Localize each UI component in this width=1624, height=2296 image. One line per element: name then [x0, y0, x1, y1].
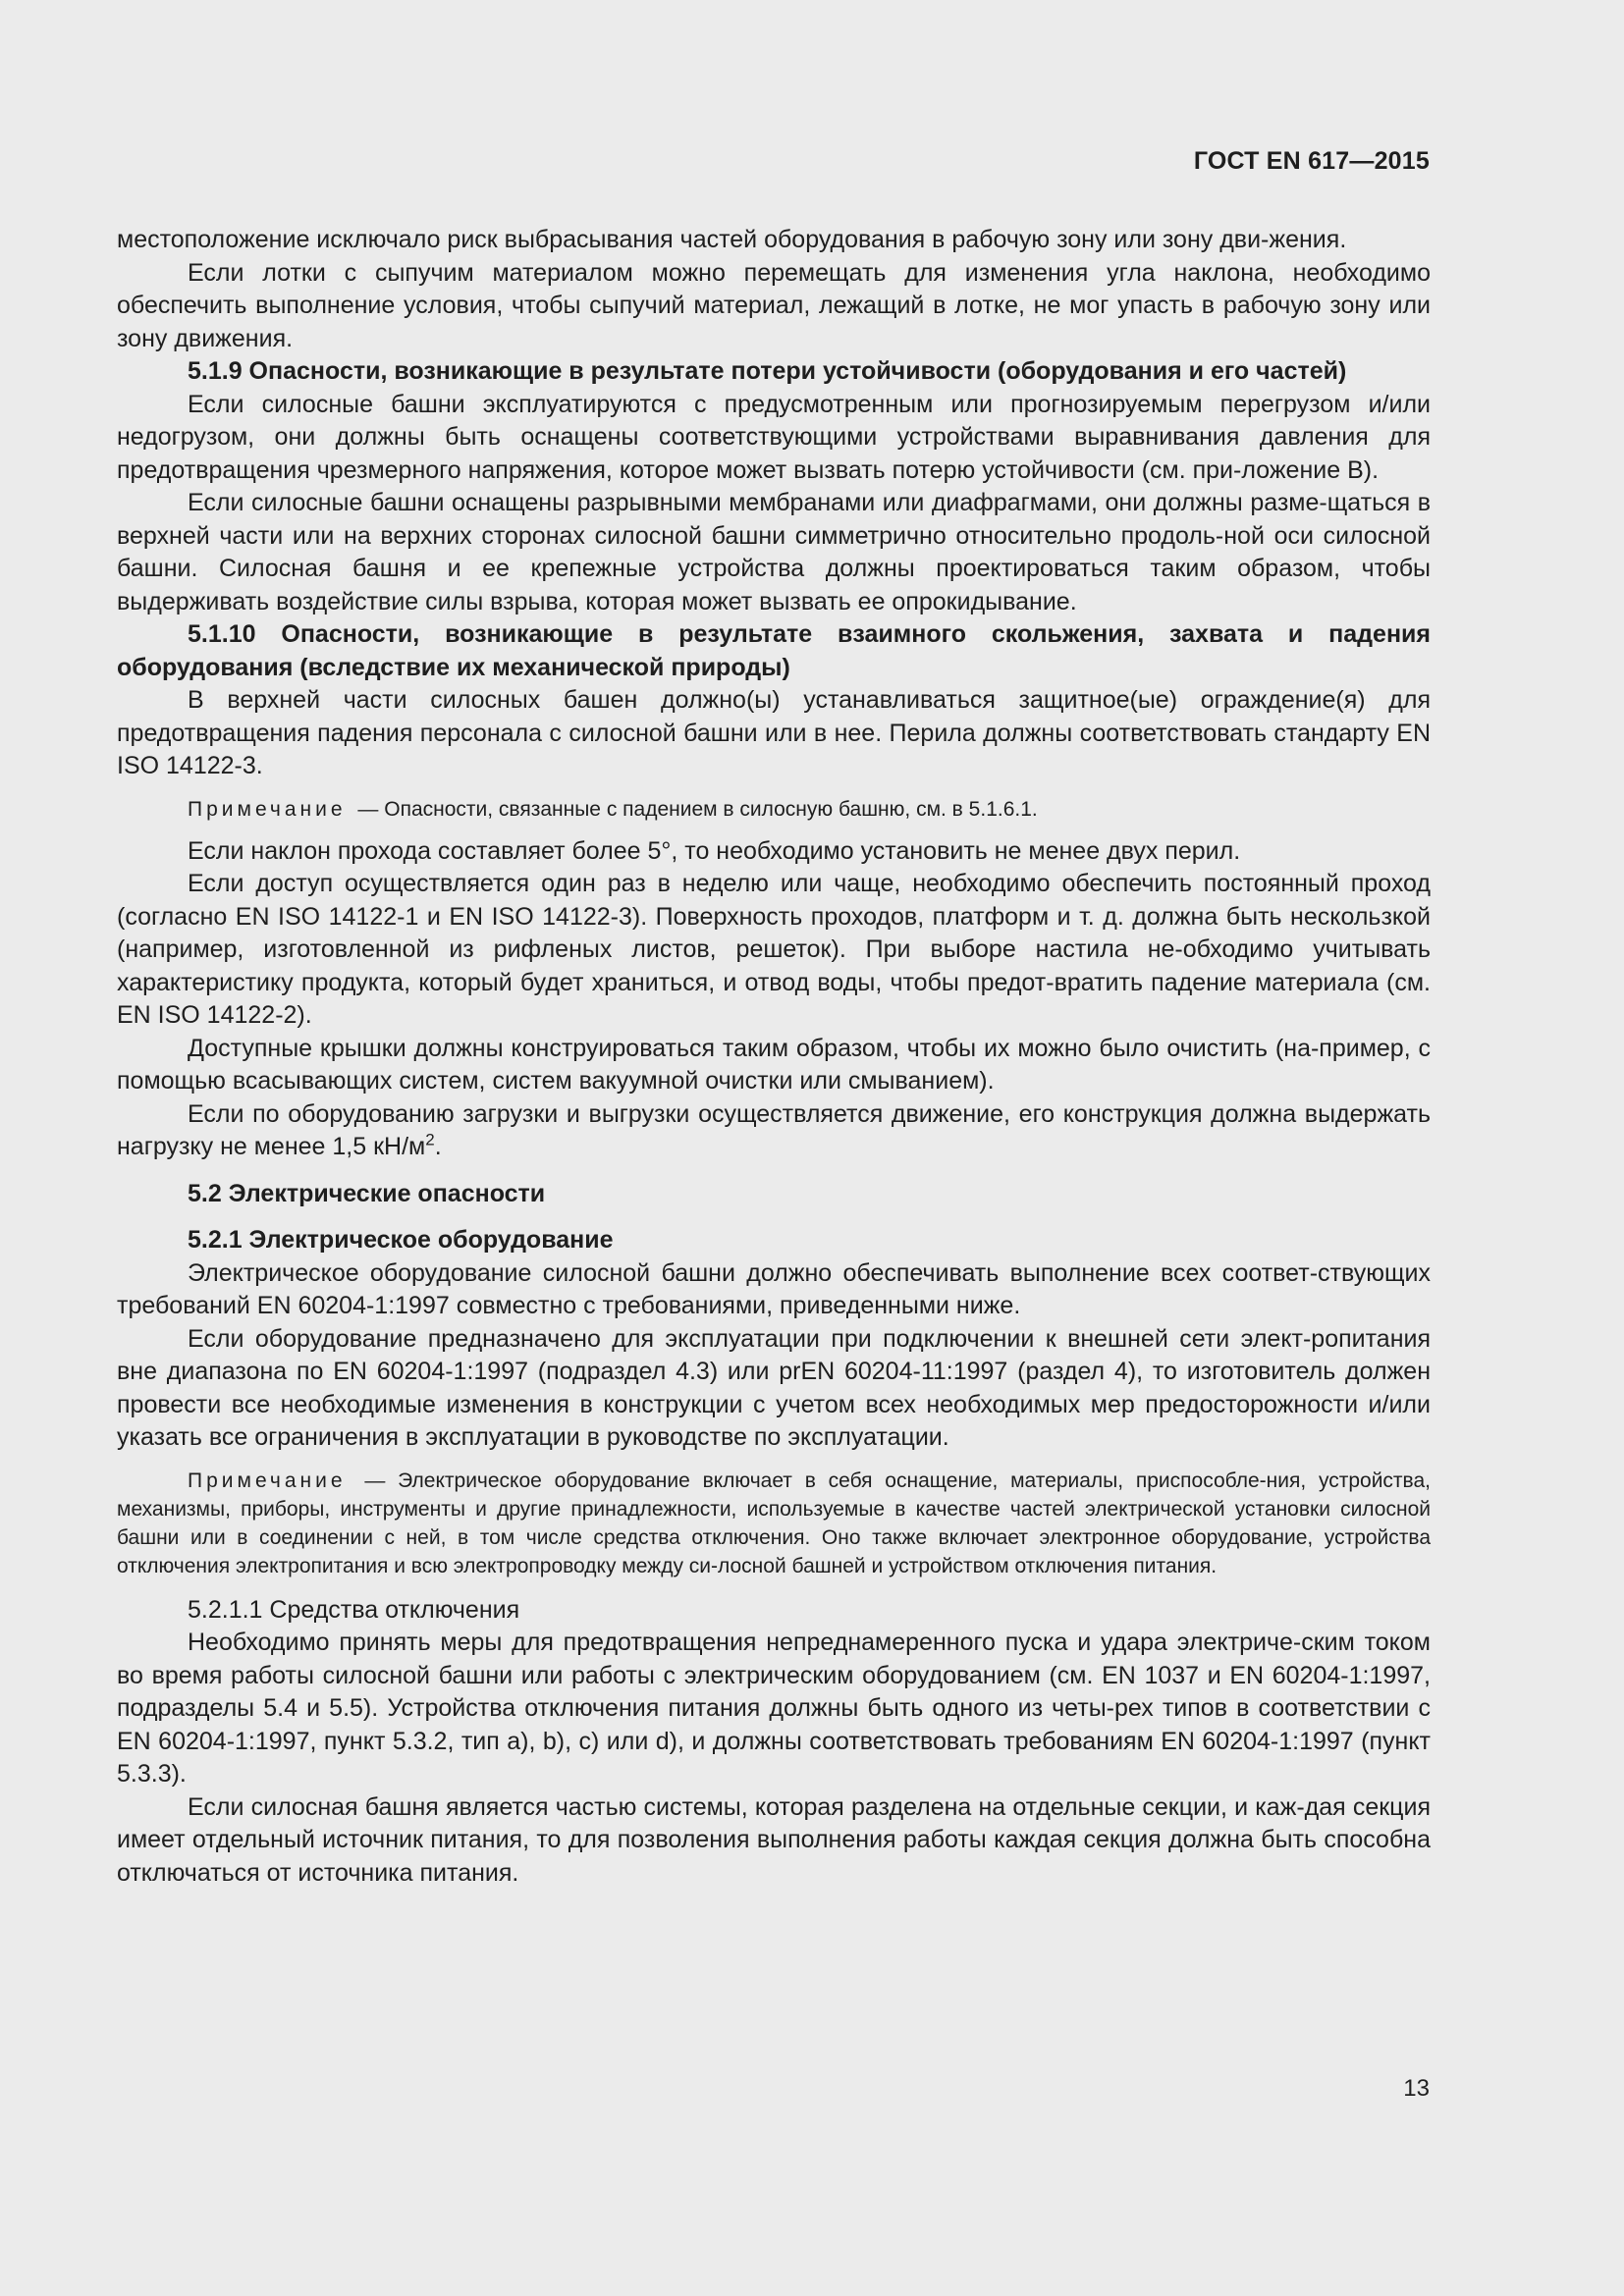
paragraph: Электрическое оборудование силосной башни должно обеспечивать выполнение всех соответ-ствующих требований EN 60204-1:1997 совместно с требованиями, приведенными ниже.	[117, 1258, 1431, 1319]
section-heading-5-1-9: 5.1.9 Опасности, возникающие в результате потери устойчивости (оборудования и его частей)	[188, 357, 1347, 385]
paragraph-text: Если по оборудованию загрузки и выгрузки осуществляется движение, его конструкция должна выдержать нагрузку не менее 1,5 кН/м	[117, 1099, 1431, 1160]
paragraph: Если силосные башни эксплуатируются с предусмотренным или прогнозируемым перегрузом и/или недогрузом, они должны быть оснащены соответствующими устройствами выравнивания давления для предотвращения чрезмерного напряжения, которое может вызвать потерю устойчивости (см. при-ложение В).	[117, 390, 1431, 484]
note	[117, 1467, 1431, 1580]
paragraph: Если оборудование предназначено для эксплуатации при подключении к внешней сети элект-ропитания вне диапазона по EN 60204-1:1997 (подраздел 4.3) или prEN 60204-11:1997 (раздел 4), то изготовитель должен провести все необходимые изменения в конструкции с учетом всех необходимых мер предосторожности и/или указать все ограничения в эксплуатации в руководстве по эксплуатации.	[117, 1324, 1431, 1451]
note-text: — Электрическое оборудование включает в себя оснащение, материалы, приспособле-ния, устройства, механизмы, приборы, инструменты и другие принадлежности, используемые в качестве частей электрической установки силосной башни или в соединении с ней, в том числе средства отключения. Оно также включает электронное оборудование, устройства отключения электропитания и всю электропроводку между си-лосной башней и устройством отключения питания.	[117, 1468, 1431, 1577]
paragraph: Если силосные башни оснащены разрывными мембранами или диафрагмами, они должны разме-щаться в верхней части или на верхних сторонах силосной башни симметрично относительно продоль-ной оси силосной башни. Силосная башня и ее крепежные устройства должны проектироваться таким образом, чтобы выдерживать воздействие силы взрыва, которая может вызвать ее опрокидывание.	[117, 489, 1431, 615]
document-body	[117, 224, 1431, 1890]
document-header: ГОСТ EN 617—2015	[1193, 147, 1430, 175]
paragraph-end: .	[434, 1133, 442, 1160]
note	[117, 795, 1431, 824]
section-heading-5-2-1: 5.2.1 Электрическое оборудование	[188, 1226, 614, 1254]
paragraph: местоположение исключало риск выбрасывания частей оборудования в рабочую зону или зону дви-жения.	[117, 226, 1347, 253]
section-heading-5-2-1-1: 5.2.1.1 Средства отключения	[188, 1595, 520, 1624]
page-number: 13	[1403, 2075, 1430, 2102]
note-text: — Опасности, связанные с падением в силосную башню, см. в 5.1.6.1.	[357, 797, 1038, 821]
paragraph: Если наклон прохода составляет более 5°, то необходимо установить не менее двух перил.	[188, 836, 1241, 865]
section-heading-5-2: 5.2 Электрические опасности	[188, 1179, 546, 1207]
section-heading-5-1-10: 5.1.10 Опасности, возникающие в результате взаимного скольжения, захвата и падения оборудования (вследствие их механической природы)	[117, 620, 1431, 681]
paragraph	[117, 1098, 1431, 1164]
paragraph: В верхней части силосных башен должно(ы) устанавливаться защитное(ые) ограждение(я) для предотвращения падения персонала с силосной башни или в нее. Перила должны соответствовать стандарту EN ISO 14122-3.	[117, 686, 1431, 779]
paragraph: Если лотки с сыпучим материалом можно перемещать для изменения угла наклона, необходимо обеспечить выполнение условия, чтобы сыпучий материал, лежащий в лотке, не мог упасть в рабочую зону или зону движения.	[117, 258, 1431, 352]
paragraph: Если доступ осуществляется один раз в неделю или чаще, необходимо обеспечить постоянный проход (согласно EN ISO 14122-1 и EN ISO 14122-3). Поверхность проходов, платформ и т. д. должна быть нескользкой (например, изготовленной из рифленых листов, решеток). При выборе настила не-обходимо учитывать характеристику продукта, который будет храниться, и отвод воды, чтобы предот-вратить падение материала (см. EN ISO 14122-2).	[117, 870, 1431, 1029]
paragraph: Если силосная башня является частью системы, которая разделена на отдельные секции, и каж-дая секция имеет отдельный источник питания, то для позволения выполнения работы каждая секция должна быть способна отключаться от источника питания.	[117, 1792, 1431, 1887]
paragraph: Необходимо принять меры для предотвращения непреднамеренного пуска и удара электриче-ским током во время работы силосной башни или работы с электрическим оборудованием (см. EN 1037 и EN 60204-1:1997, подразделы 5.4 и 5.5). Устройства отключения питания должны быть одного из четы-рех типов в соответствии с EN 60204-1:1997, пункт 5.3.2, тип а), b), с) или d), и должны соответствовать требованиям EN 60204-1:1997 (пункт 5.3.3).	[117, 1629, 1431, 1788]
paragraph: Доступные крышки должны конструироваться таким образом, чтобы их можно было очистить (на-пример, с помощью всасывающих систем, систем вакуумной очистки или смыванием).	[117, 1034, 1431, 1095]
note-label: Примечание	[188, 797, 347, 821]
note-label: Примечание	[188, 1468, 347, 1492]
superscript: 2	[425, 1130, 435, 1149]
